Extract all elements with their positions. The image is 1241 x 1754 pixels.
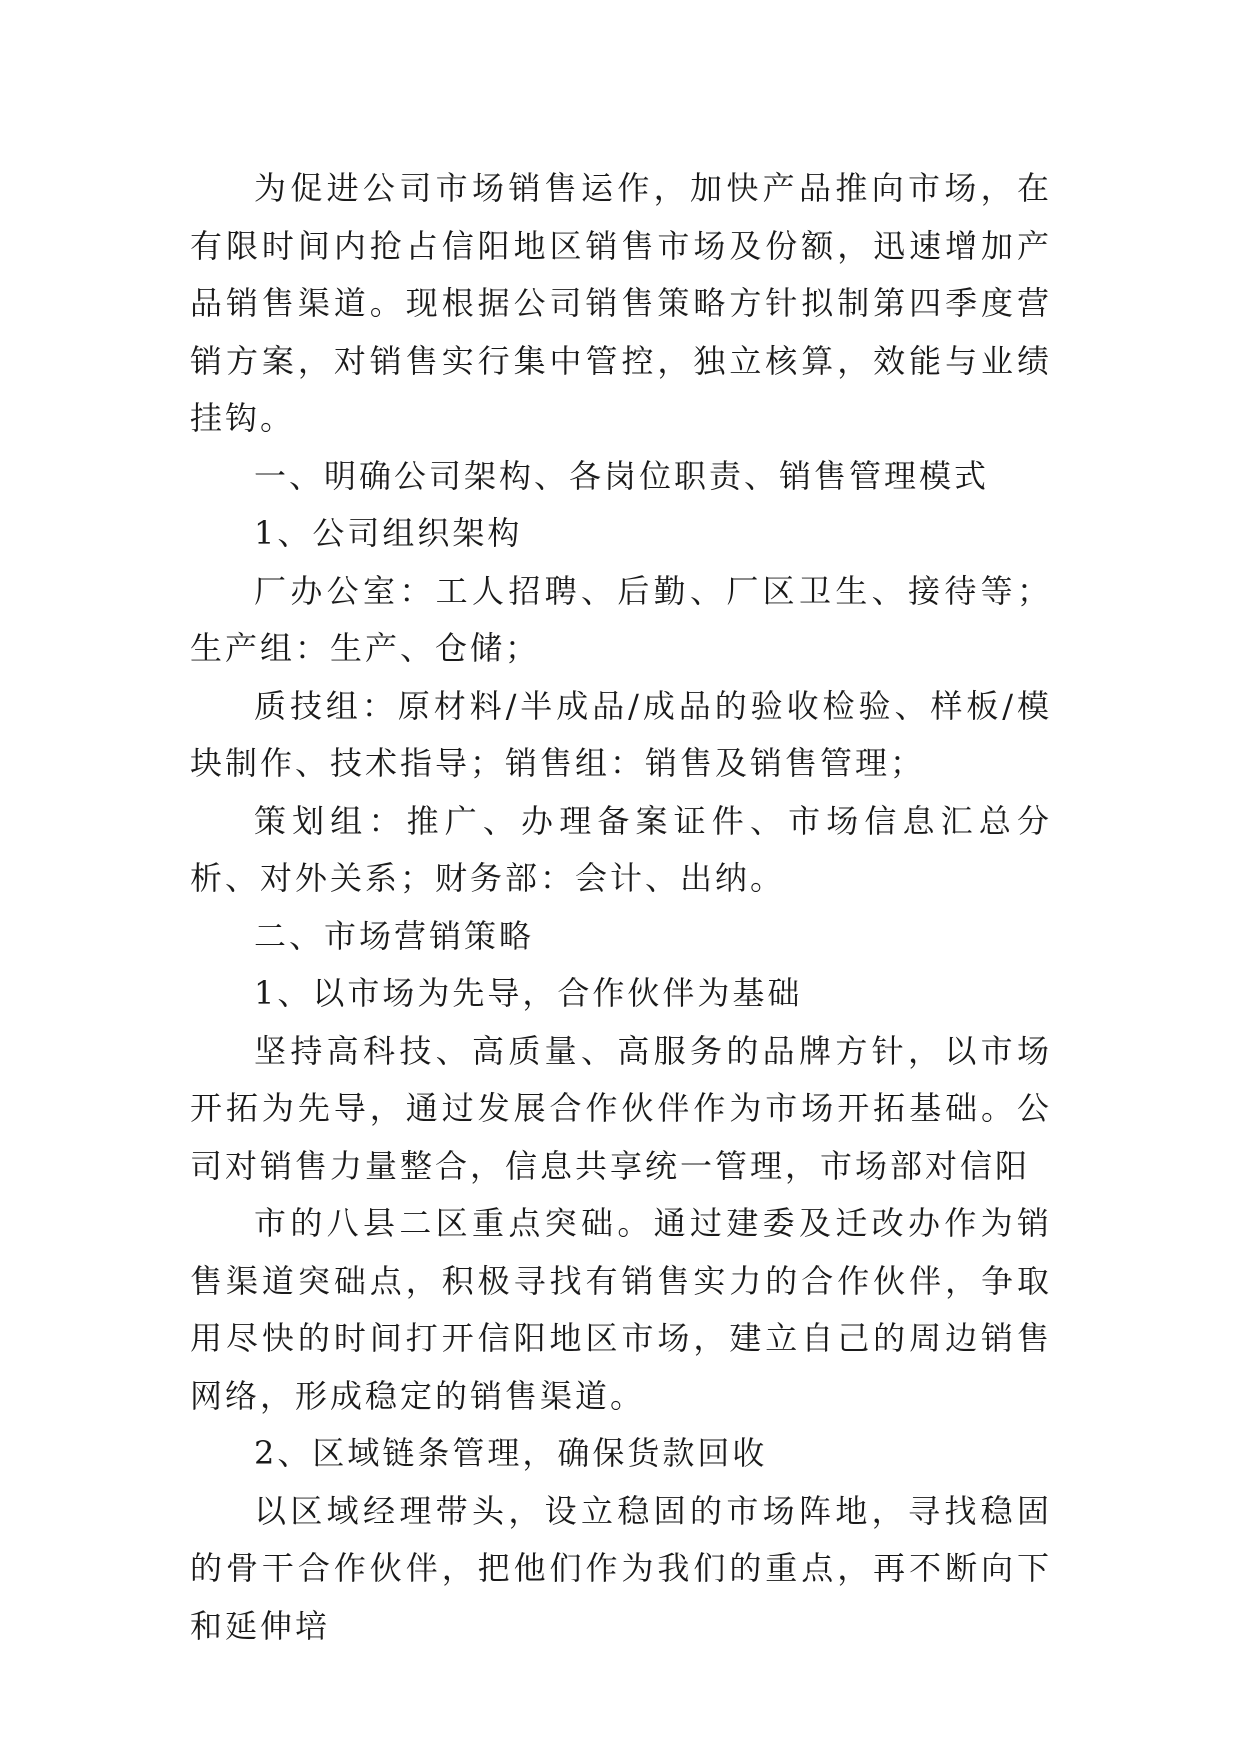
org-paragraph-quality: 质技组：原材料/半成品/成品的验收检验、样板/模块制作、技术指导；销售组：销售及销售管理； [190,686,1052,782]
regional-paragraph: 以区域经理带头，设立稳固的市场阵地，寻找稳固的骨干合作伙伴，把他们作为我们的重点，再不断向下和延伸培 [190,1491,1052,1645]
org-paragraph-office: 厂办公室：工人招聘、后勤、厂区卫生、接待等；生产组：生产、仓储； [190,571,1052,667]
intro-paragraph: 为促进公司市场销售运作，加快产品推向市场，在有限时间内抢占信阳地区销售市场及份额，迅速增加产品销售渠道。现根据公司销售策略方针拟制第四季度营销方案，对销售实行集中管控，独立核算，效能与业绩挂钩。 [190,169,1052,437]
section-heading-2: 二、市场营销策略 [254,916,535,955]
strategy-paragraph-2: 市的八县二区重点突础。通过建委及迁改办作为销售渠道突础点，积极寻找有销售实力的合作伙伴，争取用尽快的时间打开信阳地区市场，建立自己的周边销售网络，形成稳定的销售渠道。 [190,1204,1052,1415]
section-heading-1: 一、明确公司架构、各岗位职责、销售管理模式 [254,456,990,495]
subsection-heading-2-1: 1、以市场为先导，合作伙伴为基础 [254,974,803,1012]
strategy-paragraph-1: 坚持高科技、高质量、高服务的品牌方针，以市场开拓为先导，通过发展合作伙伴作为市场开拓基础。公司对销售力量整合，信息共享统一管理，市场部对信阳 [190,1031,1052,1185]
org-paragraph-planning: 策划组：推广、办理备案证件、市场信息汇总分析、对外关系；财务部：会计、出纳。 [190,801,1052,897]
document-page [190,160,1052,1655]
subsection-heading-2-2: 2、区域链条管理，确保货款回收 [254,1434,768,1472]
subsection-heading-1-1: 1、公司组织架构 [254,514,523,552]
